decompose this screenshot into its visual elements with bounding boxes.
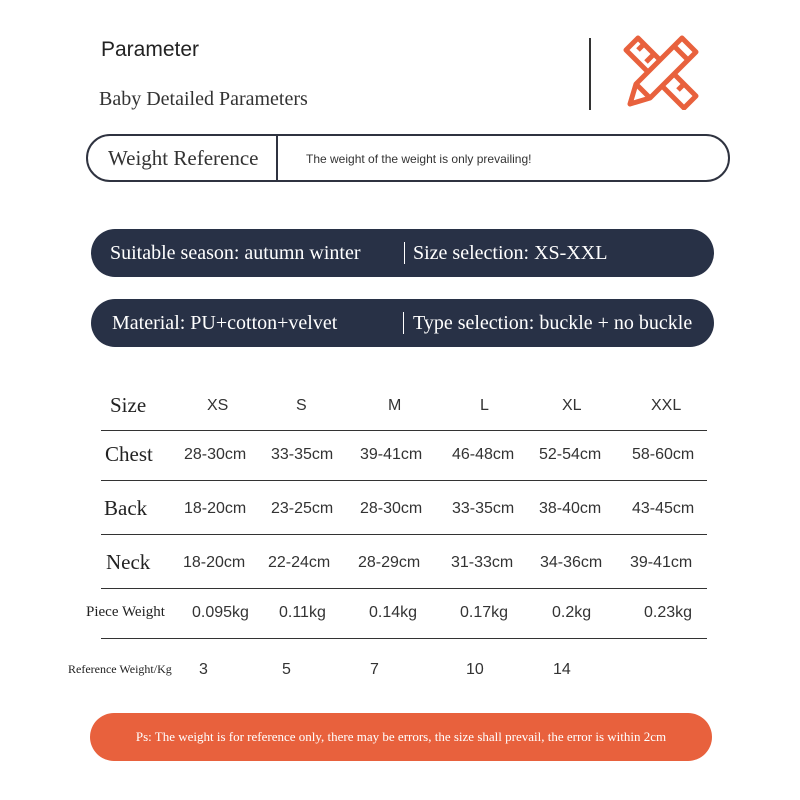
material-text: Material: PU+cotton+velvet xyxy=(112,312,338,334)
pill-divider xyxy=(404,242,405,264)
table-cell: 0.23kg xyxy=(644,604,693,621)
table-divider xyxy=(101,638,707,639)
table-cell: 5 xyxy=(282,661,291,678)
table-cell: 3 xyxy=(199,661,208,678)
table-cell: 58-60cm xyxy=(632,446,695,463)
size-header-m: M xyxy=(388,397,402,414)
pill-divider xyxy=(403,312,404,334)
weight-reference-divider xyxy=(276,136,278,182)
season-text: Suitable season: autumn winter xyxy=(110,242,361,264)
table-cell: 10 xyxy=(466,661,484,678)
table-cell: 38-40cm xyxy=(539,500,602,517)
table-cell: 39-41cm xyxy=(630,554,693,571)
row-label-piece-weight: Piece Weight xyxy=(86,604,165,620)
info-pill-material xyxy=(91,299,714,347)
size-header-s: S xyxy=(296,397,307,414)
table-cell: 7 xyxy=(370,661,379,678)
table-cell: 0.17kg xyxy=(460,604,509,621)
size-header-xxl: XXL xyxy=(651,397,682,414)
weight-reference-note: The weight of the weight is only prevailing! xyxy=(306,152,532,166)
size-header-l: L xyxy=(480,397,489,414)
table-cell: 0.11kg xyxy=(279,604,326,621)
size-header-label: Size xyxy=(110,393,147,417)
ruler-pencil-icon xyxy=(620,32,702,110)
table-divider xyxy=(101,430,707,431)
table-cell: 52-54cm xyxy=(539,446,602,463)
table-cell: 43-45cm xyxy=(632,500,695,517)
header-divider xyxy=(589,38,591,110)
row-label-back: Back xyxy=(104,496,148,520)
page-title: Parameter xyxy=(101,38,200,61)
type-selection-text: Type selection: buckle + no buckle xyxy=(413,312,693,334)
table-cell: 0.14kg xyxy=(369,604,418,621)
table-cell: 18-20cm xyxy=(184,500,247,517)
table-cell: 18-20cm xyxy=(183,554,246,571)
table-cell: 0.2kg xyxy=(552,604,592,621)
table-cell: 22-24cm xyxy=(268,554,331,571)
table-cell: 28-30cm xyxy=(360,500,423,517)
row-label-chest: Chest xyxy=(105,442,153,466)
table-cell: 39-41cm xyxy=(360,446,423,463)
table-cell: 33-35cm xyxy=(452,500,515,517)
footer-note: Ps: The weight is for reference only, there may be errors, the size shall prevail, the error is within 2cm xyxy=(90,713,712,761)
table-cell: 28-29cm xyxy=(358,554,421,571)
table-cell: 14 xyxy=(553,661,571,678)
table-divider xyxy=(101,480,707,481)
table-cell: 28-30cm xyxy=(184,446,247,463)
size-header-xl: XL xyxy=(562,397,582,414)
table-cell: 46-48cm xyxy=(452,446,515,463)
table-cell: 0.095kg xyxy=(192,604,249,621)
weight-reference-title: Weight Reference xyxy=(108,146,259,170)
size-header-xs: XS xyxy=(207,397,229,414)
table-cell: 34-36cm xyxy=(540,554,603,571)
table-divider xyxy=(101,534,707,535)
table-cell: 23-25cm xyxy=(271,500,334,517)
table-divider xyxy=(101,588,707,589)
size-selection-text: Size selection: XS-XXL xyxy=(413,242,608,264)
info-pill-season xyxy=(91,229,714,277)
table-cell: 33-35cm xyxy=(271,446,334,463)
row-label-reference-weight: Reference Weight/Kg xyxy=(68,662,172,676)
row-label-neck: Neck xyxy=(106,550,151,574)
table-cell: 31-33cm xyxy=(451,554,514,571)
page-subtitle: Baby Detailed Parameters xyxy=(99,88,308,110)
